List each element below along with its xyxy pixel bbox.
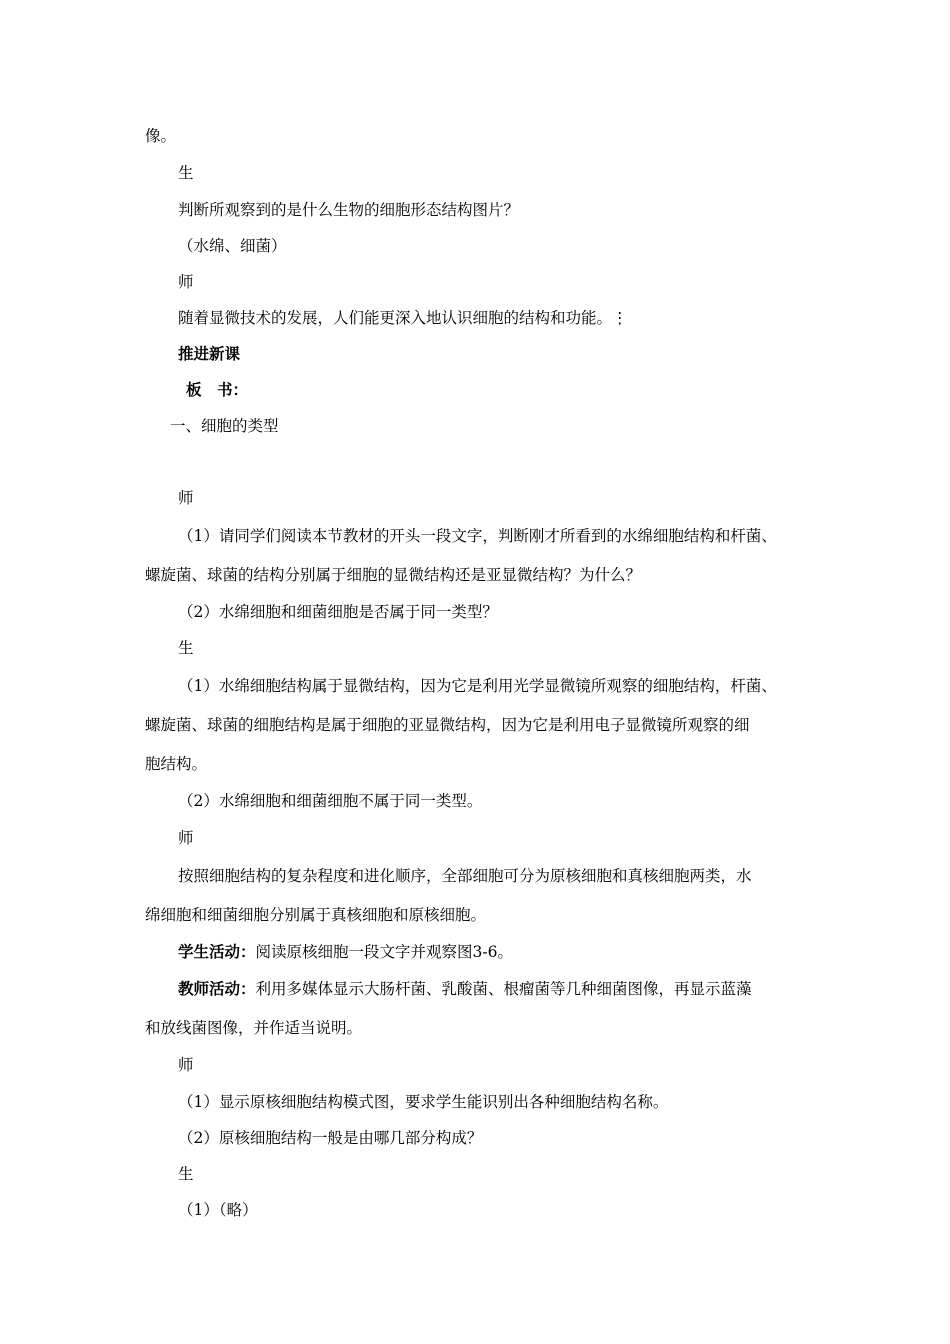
text-line: （2）水绵细胞和细菌细胞不属于同一类型。 — [178, 792, 483, 810]
text-line: 绵细胞和细菌细胞分别属于真核细胞和原核细胞。 — [145, 906, 487, 924]
teacher-activity-line — [178, 979, 752, 999]
section-heading: 推进新课 — [178, 344, 241, 363]
student-activity-label: 学生活动： — [178, 942, 256, 961]
text-line: （2）水绵细胞和细菌细胞是否属于同一类型？ — [178, 603, 498, 621]
blackboard-label: 板 书： — [186, 380, 249, 399]
student-activity-line — [178, 942, 513, 962]
text-line: 随着显微技术的发展，人们能更深入地认识细胞的结构和功能。⋮ — [178, 309, 628, 327]
speaker-label: 生 — [178, 1165, 194, 1183]
student-activity-text: 阅读原核细胞一段文字并观察图3-6。 — [255, 943, 513, 961]
speaker-label: 师 — [178, 1056, 194, 1074]
text-line: 像。 — [145, 127, 177, 145]
text-line: 螺旋菌、球菌的结构分别属于细胞的显微结构还是亚显微结构？为什么？ — [145, 566, 642, 584]
text-line: （1）请同学们阅读本节教材的开头一段文字，判断刚才所看到的水绵细胞结构和杆菌、 — [178, 527, 777, 545]
speaker-label: 生 — [178, 639, 194, 657]
text-line: （水绵、细菌） — [178, 237, 287, 255]
text-line: 螺旋菌、球菌的细胞结构是属于细胞的亚显微结构，因为它是利用电子显微镜所观察的细 — [145, 716, 750, 734]
blackboard-heading: 一、细胞的类型 — [170, 417, 279, 435]
text-line: （1）（略） — [178, 1201, 258, 1219]
text-line: 判断所观察到的是什么生物的细胞形态结构图片？ — [178, 201, 520, 219]
speaker-label: 师 — [178, 273, 194, 291]
text-line: 胞结构。 — [145, 755, 208, 773]
teacher-activity-text: 利用多媒体显示大肠杆菌、乳酸菌、根瘤菌等几种细菌图像，再显示蓝藻 — [255, 980, 752, 998]
text-line: （1）水绵细胞结构属于显微结构，因为它是利用光学显微镜所观察的细胞结构，杆菌、 — [178, 677, 777, 695]
text-line: 按照细胞结构的复杂程度和进化顺序，全部细胞可分为原核细胞和真核细胞两类，水 — [178, 867, 752, 885]
speaker-label: 师 — [178, 489, 194, 507]
speaker-label: 生 — [178, 164, 194, 182]
speaker-label: 师 — [178, 829, 194, 847]
teacher-activity-label: 教师活动： — [178, 979, 256, 998]
text-line: （2）原核细胞结构一般是由哪几部分构成？ — [178, 1129, 483, 1147]
text-line: 和放线菌图像，并作适当说明。 — [145, 1019, 363, 1037]
text-line: （1）显示原核细胞结构模式图，要求学生能识别出各种细胞结构名称。 — [178, 1093, 669, 1111]
